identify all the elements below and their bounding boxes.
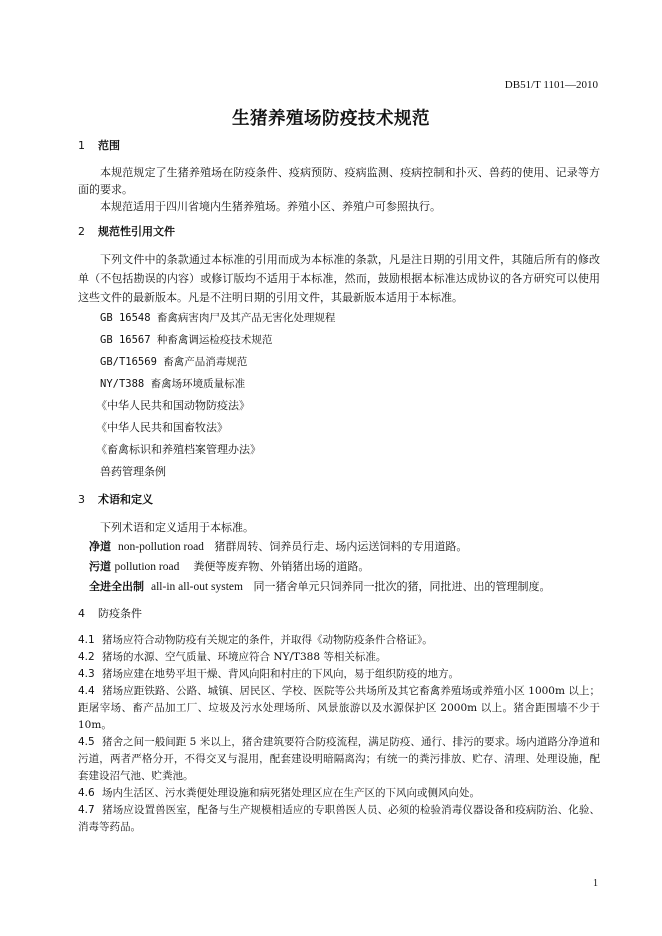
reference-item: 《中华人民共和国动物防疫法》 [96,399,250,412]
clause-text: 场内生活区、污水粪便处理设施和病死猪处理区应在生产区的下风向或侧风向处。 [102,787,480,799]
section-title: 范围 [98,139,120,152]
section-number: 4 [78,607,85,620]
term-text: 粪便等废弃物、外销猪出场的道路。 [193,560,370,573]
reference-item: GB/T16569 畜禽产品消毒规范 [100,356,248,368]
reference-item: GB 16567 种畜禽调运检疫技术规范 [100,334,273,346]
term-name: 净道 [89,540,111,553]
reference-item: 《畜禽标识和养殖档案管理办法》 [96,443,261,456]
section-title: 防疫条件 [98,607,142,620]
section-number: 3 [78,493,85,506]
section-heading-terms [78,491,600,508]
term-definition [78,557,600,577]
section-heading-epidemic-prevention-conditions [78,605,600,622]
clause [78,632,600,649]
clause [78,683,600,734]
section-title: 规范性引用文件 [98,225,175,238]
paragraph: 下列文件中的条款通过本标准的引用而成为本标准的条款，凡是注日期的引用文件，其随后所有的修改单（不包括勘误的内容）或修订版均不适用于本标准，然而，鼓励根据本标准达成协议的各方研究可以使用这些文件的最新版本。凡是不注明日期的引用文件，其最新版本适用于本标准。 [78,253,600,304]
clause-text: 猪场应建在地势平坦干燥、背风向阳和村庄的下风向，易于组织防疫的地方。 [102,668,459,680]
clause-text: 猪场应设置兽医室，配备与生产规模相适应的专职兽医人员、必须的检验消毒仪器设备和疫病防治、化验、消毒等药品。 [78,804,600,833]
term-text: 猪群周转、饲养员行走、场内运送饲料的专用道路。 [214,540,468,553]
clause-text: 猪舍之间一般间距 5 米以上，猪舍建筑要符合防疫流程，满足防疫、通行、排污的要求。场内道路分净道和污道，两者严格分开，不得交叉与混用，配套建设明暗隔离沟；有统一的粪污排放、贮存、清理、处理设施，配套建设沼气池、贮粪池。 [78,736,600,782]
clause-number: 4.1 [78,634,95,646]
clause [78,734,600,785]
section-heading-normative-references [78,223,600,240]
term-english: non-pollution road [118,541,204,553]
clause [78,649,600,666]
clause-number: 4.6 [78,787,95,799]
clause-number: 4.2 [78,651,95,663]
paragraph: 下列术语和定义适用于本标准。 [100,521,254,534]
clause [78,666,600,683]
term-english: all-in all-out system [151,581,243,593]
reference-item: NY/T388 畜禽场环境质量标准 [100,378,246,390]
term-text: 同一猪舍单元只饲养同一批次的猪，同批进、出的管理制度。 [253,580,551,593]
reference-item: GB 16548 畜禽病害肉尸及其产品无害化处理规程 [100,312,336,324]
clause-number: 4.7 [78,804,95,816]
section-title: 术语和定义 [98,493,153,506]
term-name: 全进全出制 [89,580,144,593]
reference-item: 兽药管理条例 [100,465,166,478]
clause [78,802,600,836]
paragraph: 本规范规定了生猪养殖场在防疫条件、疫病预防、疫病监测、疫病控制和扑灭、兽药的使用、记录等方面的要求。 [78,166,600,196]
clause-text: 猪场的水源、空气质量、环境应符合 NY/T388 等相关标准。 [102,651,387,663]
page-number: 1 [593,878,598,889]
standard-code: DB51/T 1101—2010 [504,79,598,91]
term-english: pollution road [114,561,180,573]
document-body [78,137,600,836]
document-title: 生猪养殖场防疫技术规范 [232,109,430,129]
section-number: 2 [78,225,85,238]
clause-number: 4.4 [78,685,95,697]
term-name: 污道 [89,560,111,573]
reference-item: 《中华人民共和国畜牧法》 [96,421,228,434]
clause-number: 4.3 [78,668,95,680]
clause-text: 猪场应距铁路、公路、城镇、居民区、学校、医院等公共场所及其它畜禽养殖场或养殖小区 1000m 以上；距屠宰场、畜产品加工厂、垃圾及污水处理场所、风景旅游以及水源保护区 2000m 以上。猪舍距围墙不少于 10m。 [78,685,600,731]
clause-number: 4.5 [78,736,95,748]
clause [78,785,600,802]
clause-text: 猪场应符合动物防疫有关规定的条件，并取得《动物防疫条件合格证》。 [102,634,433,646]
paragraph: 本规范适用于四川省境内生猪养殖场。养殖小区、养殖户可参照执行。 [100,200,441,213]
section-number: 1 [78,139,85,152]
term-definition [78,577,600,597]
section-heading-scope [78,137,600,154]
term-definition [78,537,600,557]
